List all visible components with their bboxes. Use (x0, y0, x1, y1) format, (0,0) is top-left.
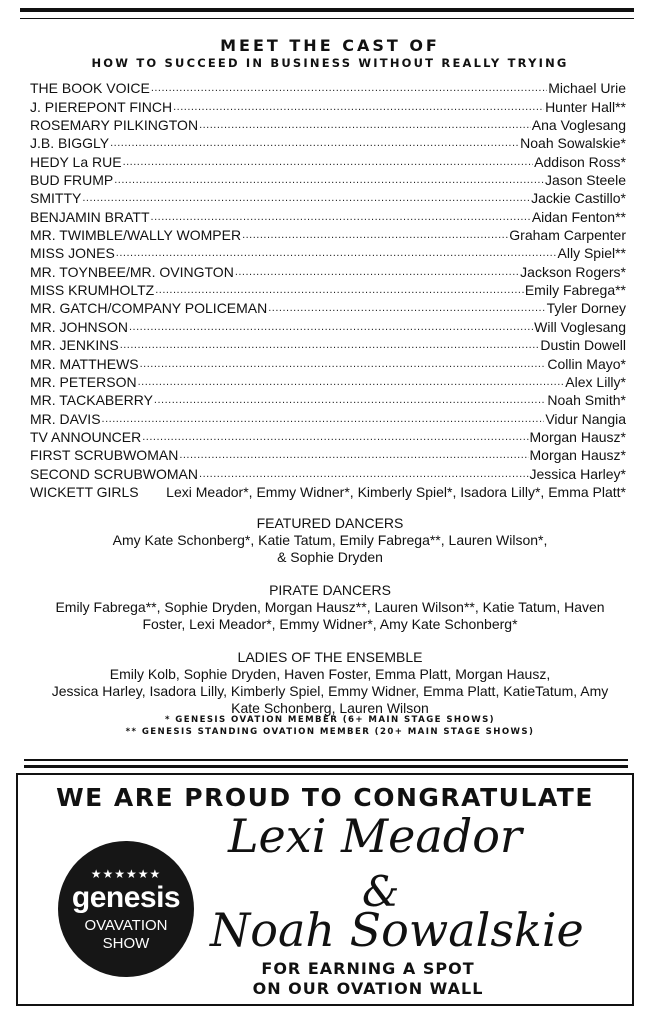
dot-leader (120, 337, 540, 353)
dot-leader (155, 282, 524, 298)
honoree-name-2: Noah Sowalskie (210, 903, 584, 957)
dot-leader (242, 227, 508, 243)
congratulations-box (16, 773, 634, 1006)
cast-row (30, 463, 626, 481)
cast-actor: Aidan Fenton** (531, 208, 626, 225)
ensemble-line: Emily Kolb, Sophie Dryden, Haven Foster, Emma Platt, Morgan Hausz, (109, 666, 551, 682)
cast-row (30, 115, 626, 133)
featured-dancers-line: & Sophie Dryden (277, 549, 383, 565)
cast-row (30, 170, 626, 188)
cast-actor: Will Voglesang (534, 318, 626, 335)
pirate-dancers-section (30, 582, 630, 633)
cast-actor: Michael Urie (548, 80, 626, 97)
cast-role: MR. DAVIS (30, 410, 101, 427)
cast-role: MR. JENKINS (30, 337, 119, 354)
cast-actor: Collin Mayo* (547, 355, 626, 372)
dot-leader (138, 374, 565, 390)
footnote-ovation: * GENESIS OVATION MEMBER (6+ MAIN STAGE SHOWS) (164, 715, 496, 725)
cast-role: MR. MATTHEWS (30, 355, 139, 372)
cast-actor: Dustin Dowell (540, 337, 626, 354)
dot-leader (82, 190, 530, 206)
dot-leader (199, 117, 531, 133)
cast-role: SMITTY (30, 190, 82, 207)
cast-actor: Hunter Hall** (545, 98, 626, 115)
cast-row (30, 280, 626, 298)
dot-leader (129, 319, 533, 335)
dot-leader (142, 429, 528, 445)
dot-leader (116, 245, 557, 261)
cast-actor: Addison Ross* (534, 153, 626, 170)
cast-row (30, 427, 626, 445)
dot-leader (110, 135, 519, 151)
ensemble-heading: LADIES OF THE ENSEMBLE (237, 649, 423, 665)
cast-actor: Ana Voglesang (531, 117, 626, 134)
dot-leader (151, 80, 547, 96)
divider-rule-thin (24, 759, 628, 761)
cast-row (30, 316, 626, 334)
cast-actor: Noah Sowalskie* (520, 135, 626, 152)
cast-actor: Noah Smith* (547, 392, 626, 409)
cast-actor: Tyler Dorney (546, 300, 626, 317)
cast-role: MR. TWIMBLE/WALLY WOMPER (30, 227, 242, 244)
cast-actor: Ally Spiel** (557, 245, 626, 262)
ensemble-line: Jessica Harley, Isadora Lilly, Kimberly Spiel, Emmy Widner, Emma Platt, KatieTatum, Amy (51, 683, 609, 699)
cast-row (30, 390, 626, 408)
cast-role: MR. TACKABERRY (30, 392, 153, 409)
cast-row (30, 96, 626, 114)
dot-leader (268, 300, 545, 316)
cast-row (30, 353, 626, 371)
cast-role: J.B. BIGGLY (30, 135, 110, 152)
featured-dancers-line: Amy Kate Schonberg*, Katie Tatum, Emily Fabrega**, Lauren Wilson*, (112, 532, 548, 548)
top-rule-thin (20, 18, 634, 19)
pirate-dancers-line: Emily Fabrega**, Sophie Dryden, Morgan Hausz**, Lauren Wilson**, Katie Tatum, Haven (55, 599, 605, 615)
cast-role: BENJAMIN BRATT (30, 208, 150, 225)
cast-row (30, 188, 626, 206)
cast-role: MR. JOHNSON (30, 318, 128, 335)
cast-row (30, 243, 626, 261)
ovation-wall-text (238, 959, 498, 999)
cast-role: MR. TOYNBEE/MR. OVINGTON (30, 263, 234, 280)
badge-line-2: SHOW (102, 935, 150, 952)
dot-leader (199, 466, 529, 482)
cast-role: J. PIEREPONT FINCH (30, 98, 173, 115)
star-icons: ★★★★★★ (90, 867, 162, 881)
ovation-wall-line-2: ON OUR OVATION WALL (252, 979, 484, 998)
cast-actor: Graham Carpenter (509, 227, 626, 244)
cast-role: ROSEMARY PILKINGTON (30, 117, 199, 134)
honoree-name-1: Lexi Meador (228, 809, 522, 863)
ensemble-section (30, 649, 630, 717)
cast-row (30, 335, 626, 353)
pirate-dancers-heading: PIRATE DANCERS (269, 582, 391, 598)
dot-leader (179, 447, 528, 463)
featured-dancers-heading: FEATURED DANCERS (256, 515, 404, 531)
cast-row (30, 298, 626, 316)
divider-rule-thick (24, 765, 628, 768)
pirate-dancers-line: Foster, Lexi Meador*, Emmy Widner*, Amy Kate Schonberg* (142, 616, 518, 632)
top-rule-thick (20, 8, 634, 12)
dot-leader (102, 411, 545, 427)
cast-actor: Alex Lilly* (565, 373, 626, 390)
cast-actor: Morgan Hausz* (529, 447, 626, 464)
cast-row-wickett-girls (30, 482, 626, 500)
cast-row (30, 151, 626, 169)
cast-actor: Morgan Hausz* (529, 428, 626, 445)
cast-role: WICKETT GIRLS (30, 483, 139, 500)
dot-leader (123, 154, 534, 170)
cast-role: TV ANNOUNCER (30, 428, 142, 445)
dot-leader (151, 209, 531, 225)
cast-role: MISS JONES (30, 245, 115, 262)
cast-actor: Lexi Meador*, Emmy Widner*, Kimberly Spiel*, Isadora Lilly*, Emma Platt* (166, 483, 626, 500)
genesis-logo-text: genesis (71, 881, 181, 914)
badge-line-1: OVAVATION (84, 917, 168, 934)
cast-actor: Jessica Harley* (529, 465, 626, 482)
cast-actor: Jackie Castillo* (531, 190, 626, 207)
cast-role: FIRST SCRUBWOMAN (30, 447, 179, 464)
cast-actor: Vidur Nangia (545, 410, 626, 427)
cast-role: MR. PETERSON (30, 373, 137, 390)
cast-role: THE BOOK VOICE (30, 80, 150, 97)
featured-dancers-section (30, 515, 630, 566)
dot-leader (114, 172, 544, 188)
cast-row (30, 261, 626, 279)
ovation-wall-line-1: FOR EARNING A SPOT (261, 959, 475, 978)
cast-role: MR. GATCH/COMPANY POLICEMAN (30, 300, 268, 317)
dot-leader (173, 99, 544, 115)
cast-row (30, 408, 626, 426)
footnote-standing-ovation: ** GENESIS STANDING OVATION MEMBER (20+ MAIN STAGE SHOWS) (125, 727, 535, 737)
cast-actor: Emily Fabrega** (524, 282, 626, 299)
congratulations-heading: WE ARE PROUD TO CONGRATULATE (56, 783, 594, 812)
cast-role: HEDY La RUE (30, 153, 122, 170)
cast-row (30, 225, 626, 243)
ensemble-line: Kate Schonberg, Lauren Wilson (231, 700, 429, 716)
cast-role: BUD FRUMP (30, 172, 114, 189)
genesis-ovation-badge (58, 841, 194, 977)
ampersand: & (362, 867, 400, 916)
cast-row (30, 78, 626, 96)
cast-actor: Jason Steele (545, 172, 626, 189)
dot-leader (235, 264, 519, 280)
cast-role: MISS KRUMHOLTZ (30, 282, 155, 299)
page-title: MEET THE CAST OF (220, 36, 440, 55)
cast-row (30, 206, 626, 224)
cast-row (30, 445, 626, 463)
cast-row (30, 133, 626, 151)
dot-leader (140, 356, 547, 372)
cast-role: SECOND SCRUBWOMAN (30, 465, 199, 482)
cast-row (30, 372, 626, 390)
cast-list (30, 78, 626, 500)
show-title: HOW TO SUCCEED IN BUSINESS WITHOUT REALLY TRYING (91, 56, 569, 70)
footnotes (0, 714, 660, 738)
cast-actor: Jackson Rogers* (520, 263, 626, 280)
dot-leader (154, 392, 546, 408)
